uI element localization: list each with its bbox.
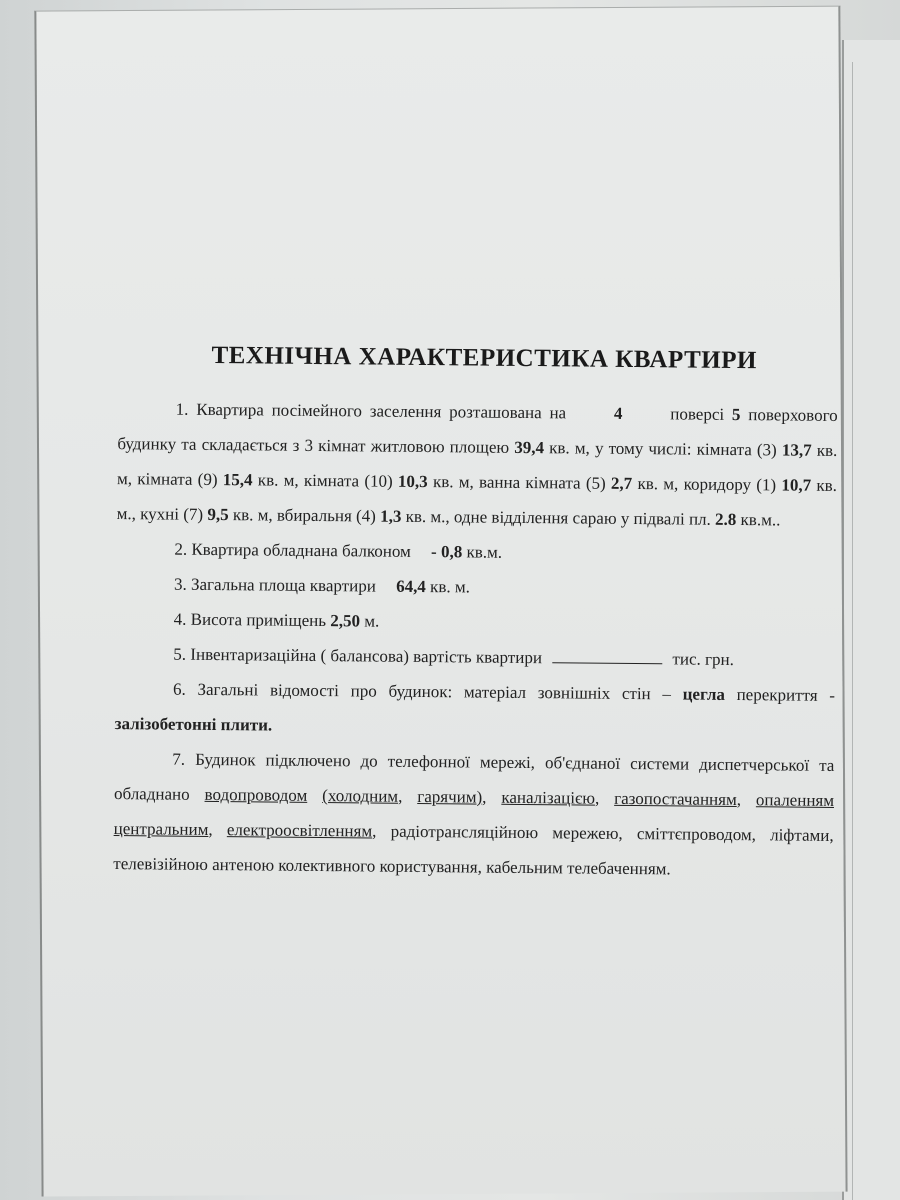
- floors-total-value: 5: [731, 404, 741, 425]
- wc-value: 1,3: [380, 506, 402, 526]
- document-sheet: [34, 6, 847, 1197]
- room9-value: 15,4: [222, 470, 253, 490]
- item-2: 2. Квартира обладнана балконом - 0,8 кв.м.: [174, 539, 503, 562]
- document-title: ТЕХНІЧНА ХАРАКТЕРИСТИКА КВАРТИРИ: [211, 341, 758, 375]
- height-value: 2,50: [330, 611, 361, 631]
- adjacent-page-edge: [852, 62, 900, 1200]
- kitchen-value: 9,5: [207, 504, 229, 525]
- shed-value: 2.8: [714, 509, 737, 530]
- item-4: 4. Висота приміщень 2,50 м.: [173, 609, 380, 631]
- room10-value: 10,3: [397, 471, 428, 492]
- item-3: 3. Загальна площа квартири 64,4 кв. м.: [173, 574, 471, 597]
- floor-value: 4: [613, 403, 623, 423]
- item-5: 5. Інвентаризаційна ( балансова) вартість квартири тис. грн.: [173, 644, 734, 669]
- bath-value: 2,7: [610, 473, 633, 494]
- item-6: 6. Загальні відомості про будинок: матеріал зовнішніх стін – цегла перекриття - залізобетонні плити.: [114, 679, 836, 735]
- item-7: 7. Будинок підключено до телефонної мережі, об'єднаної системи диспетчерської та обладнано водопроводом (холодним, гарячим), каналізацією, газопостачанням, опаленням центральним, електроосвітленням, радіотрансляційною мережею, сміттєпроводом, ліфтами, телевізійною антеною колективного користування, кабельним телебаченням.: [113, 749, 835, 879]
- document-content: [113, 341, 838, 888]
- blank-line: [552, 648, 662, 664]
- balcony-value: - 0,8: [430, 542, 463, 562]
- corridor-value: 10,7: [781, 475, 812, 495]
- total-area-value: 64,4: [396, 576, 426, 597]
- walls-material: цегла: [682, 684, 725, 704]
- item-1: 1. Квартира посімейного заселення розташована на 4 поверсі 5 поверхового будинку та складається з 3 кімнат житловою площею 39,4 кв. м, у тому числі: кімната (3) 13,7 кв. м, кімната (9) 15,4 кв. м, кімната (10) 10,3 кв. м, ванна кімната (5) 2,7 кв. м, коридору (1) 10,7 кв. м., кухні (7) 9,5 кв. м, вбиральня (4) 1,3 кв. м., одне відділення сараю у підвалі пл. 2.8 кв.м..: [116, 399, 838, 530]
- room3-value: 13,7: [781, 440, 812, 460]
- living-area-value: 39,4: [514, 437, 545, 458]
- floors-material: залізобетонні плити: [114, 714, 269, 735]
